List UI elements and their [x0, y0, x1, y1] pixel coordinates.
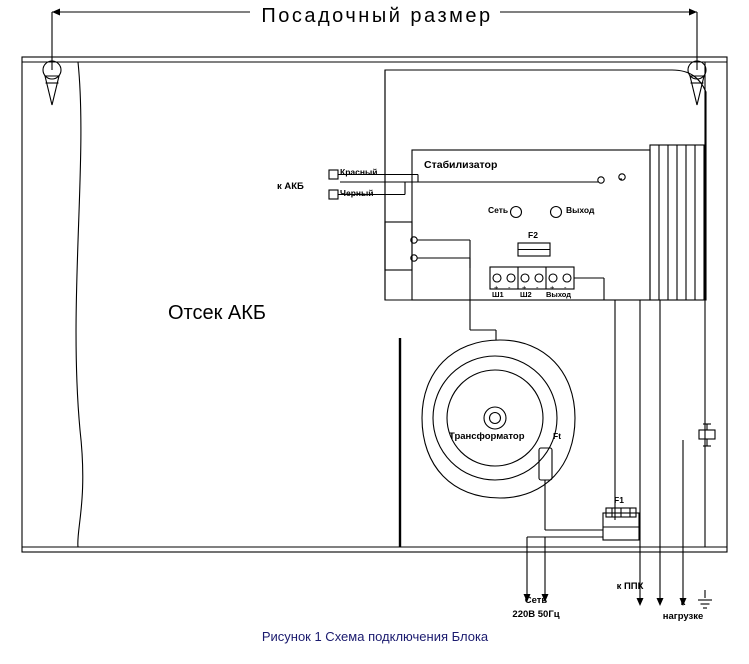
figure-caption: Рисунок 1 Схема подключения Блока — [261, 629, 489, 644]
board-inner-terminals — [411, 237, 470, 268]
battery-compartment-label: Отсек АКБ — [168, 302, 267, 324]
fuse-ft-label: Ft — [553, 431, 562, 441]
terminal-polarity-2: - — [508, 283, 511, 292]
fuse-ft — [539, 448, 552, 480]
right-wall-bracket — [699, 424, 715, 446]
net-led-label: Сеть — [488, 205, 509, 215]
board-left-connector — [385, 222, 412, 270]
fuse-f2-label: F2 — [528, 230, 538, 240]
dimension-label-top: Посадочный размер — [261, 5, 493, 27]
terminal-polarity-1: + — [494, 283, 499, 292]
terminal-sh1-label: Ш1 — [492, 290, 504, 299]
fuse-f1-label: F1 — [614, 495, 624, 505]
red-wire-label: Красный — [340, 167, 378, 177]
terminal-polarity-6: - — [564, 283, 567, 292]
mains-label-line1: Сеть — [524, 595, 548, 606]
stabilizer-board — [412, 150, 650, 300]
black-wire-label: Черный — [340, 188, 374, 198]
output-led-label: Выход — [566, 205, 595, 215]
indicator-leds — [511, 207, 562, 218]
terminal-polarity-4: - — [536, 283, 539, 292]
to-load-label-line1: к — [680, 597, 686, 608]
transformer-label: Трансформатор — [449, 431, 525, 442]
to-akb-label: к АКБ — [277, 181, 304, 192]
terminal-output-label: Выход — [546, 290, 572, 299]
terminal-sh2-label: Ш2 — [520, 290, 532, 299]
fuse-f1-block — [603, 508, 639, 540]
heatsink — [650, 145, 704, 300]
to-load-label-line2: нагрузке — [662, 611, 704, 622]
terminal-polarity-3: + — [522, 283, 527, 292]
stabilizer-terminals — [340, 174, 625, 183]
fuse-f2 — [518, 243, 550, 256]
enclosure-outline — [22, 57, 727, 552]
terminal-strip — [490, 267, 574, 289]
stabilizer-label: Стабилизатор — [424, 159, 498, 171]
terminal-polarity-5: + — [550, 283, 555, 292]
mains-label-line2: 220В 50Гц — [512, 609, 560, 620]
to-ppk-label: к ППК — [616, 581, 644, 592]
power-board-outline — [385, 70, 706, 300]
